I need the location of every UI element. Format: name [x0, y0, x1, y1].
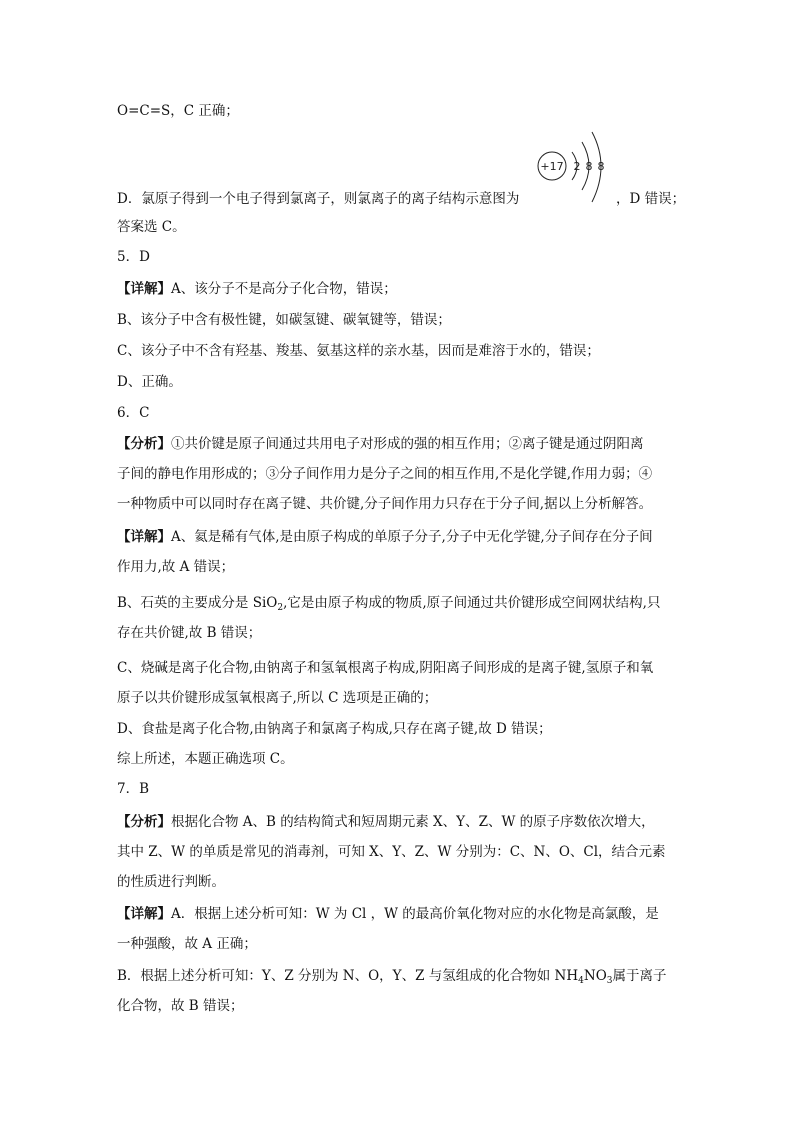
text-line [616, 189, 685, 209]
text-line [117, 593, 660, 613]
text-line [117, 623, 261, 643]
text-line [117, 527, 653, 547]
section-label: 【分析】 [117, 436, 171, 452]
text-line [117, 310, 451, 330]
text-line [117, 658, 653, 678]
section-label: 【详解】 [117, 281, 171, 297]
text: ,它是由原子构成的物质,原子间通过共价键形成空间网状结构,只 [283, 595, 661, 611]
text: 其中 Z、W 的单质是常见的消毒剂，可知 X、Y、Z、W 分别为：C、N、O、Cl，结合元素 [117, 844, 666, 860]
text-line [117, 688, 437, 708]
ion-diagram-svg [530, 128, 610, 212]
text: A、该分子不是高分子化合物，错误； [171, 281, 397, 297]
shell-electron-count: 2 [573, 160, 581, 173]
text: 一种强酸，故 A 正确； [117, 936, 257, 952]
text-line [117, 557, 234, 577]
text-line [117, 842, 666, 862]
text-line [117, 101, 239, 121]
text-line [117, 749, 294, 769]
text: O=C=S，C 正确； [117, 103, 239, 119]
text-line [117, 464, 652, 484]
text-line [117, 966, 667, 986]
text-line [117, 279, 397, 299]
text-line [117, 372, 182, 392]
text-line [117, 996, 244, 1016]
text-line [117, 904, 659, 924]
text: 7．B [117, 781, 150, 797]
question-number [117, 403, 149, 423]
text: B．根据上述分析可知：Y、Z 分别为 N、O，Y、Z 与氢组成的化合物如 NH [117, 968, 579, 984]
text: 综上所述，本题正确选项 C。 [117, 751, 294, 767]
text: 的性质进行判断。 [117, 874, 225, 890]
text: B、该分子中含有极性键，如碳氢键、碳氧键等，错误； [117, 312, 451, 328]
text: C、烧碱是离子化合物,由钠离子和氢氧根离子构成,阴阳离子间形成的是离子键,氢原子和氧 [117, 660, 654, 676]
text-line [117, 217, 186, 237]
text: 子间的静电作用形成的；③分子间作用力是分子之间的相互作用,不是化学键,作用力弱；④ [117, 466, 653, 482]
text-line [117, 934, 257, 954]
text: 存在共价键,故 B 错误； [117, 625, 262, 641]
subscript: 2 [277, 603, 284, 613]
text: 根据化合物 A、B 的结构简式和短周期元素 X、Y、Z、W 的原子序数依次增大， [171, 814, 655, 830]
text: 作用力,故 A 错误； [117, 559, 235, 575]
text: 6．C [117, 405, 150, 421]
text-line [117, 812, 655, 832]
text: C、该分子中不含有羟基、羧基、氨基这样的亲水基，因而是难溶于水的，错误； [117, 343, 600, 359]
text: ①共价键是原子间通过共用电子对形成的强的相互作用；②离子键是通过阴阳离 [171, 436, 644, 452]
text: A．根据上述分析可知：W 为 Cl ，W 的最高价氧化物对应的水化物是高氯酸，是 [171, 906, 659, 922]
question-number [117, 779, 149, 799]
section-label: 【详解】 [117, 529, 171, 545]
question-number [117, 247, 150, 267]
shell-electron-count: 8 [597, 160, 605, 173]
subscript: 3 [606, 976, 613, 986]
text-line [117, 494, 652, 514]
chloride-ion-structure-diagram [530, 128, 610, 212]
text: D．氯原子得到一个电子得到氯离子，则氯离子的离子结构示意图为 [117, 191, 520, 207]
text-line [117, 872, 225, 892]
text-line [117, 719, 552, 739]
text: A、氦是稀有气体,是由原子构成的单原子分子,分子中无化学键,分子间存在分子间 [171, 529, 653, 545]
text: B、石英的主要成分是 SiO [117, 595, 278, 611]
section-label: 【分析】 [117, 814, 171, 830]
text: 化合物，故 B 错误； [117, 998, 244, 1014]
subscript: 4 [578, 976, 584, 986]
text: ，D 错误； [616, 191, 686, 207]
text-line [117, 434, 644, 454]
text: D、食盐是离子化合物,由钠离子和氯离子构成,只存在离子键,故 D 错误； [117, 721, 552, 737]
section-label: 【详解】 [117, 906, 171, 922]
shell-electron-count: 8 [585, 160, 593, 173]
text-line [117, 189, 519, 209]
text-line [117, 341, 600, 361]
text: 答案选 C。 [117, 219, 186, 235]
text: 5．D [117, 249, 150, 265]
text: 原子以共价键形成氢氧根离子,所以 C 选项是正确的； [117, 690, 438, 706]
text: NO [583, 968, 607, 984]
text: D、正确。 [117, 374, 182, 390]
text: 一种物质中可以同时存在离子键、共价键,分子间作用力只存在于分子间,据以上分析解答。 [117, 496, 653, 512]
text: 属于离子 [612, 968, 667, 984]
nucleus-charge: +17 [540, 160, 564, 173]
